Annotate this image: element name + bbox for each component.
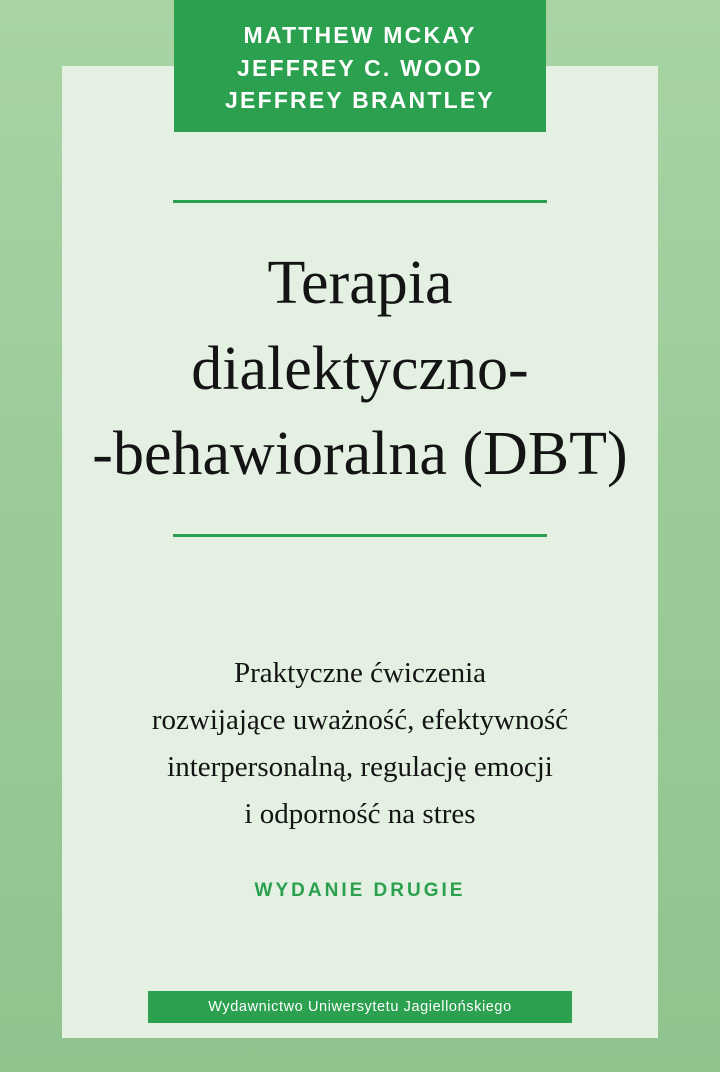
author-name-2: JEFFREY C. WOOD <box>237 54 483 81</box>
title-rule-bottom <box>173 534 547 537</box>
subtitle <box>95 650 625 838</box>
title-line-3: -behawioralna (DBT) <box>92 420 628 489</box>
title-rule-top <box>173 200 547 203</box>
subtitle-line-3: interpersonalną, regulację emocji <box>167 750 553 783</box>
edition-label: WYDANIE DRUGIE <box>254 880 466 901</box>
author-name-3: JEFFREY BRANTLEY <box>225 87 495 114</box>
title-line-2: dialektyczno- <box>191 334 529 403</box>
subtitle-line-4: i odporność na stres <box>244 797 476 830</box>
subtitle-line-1: Praktyczne ćwiczenia <box>234 657 486 689</box>
title-line-1: Terapia <box>267 249 453 317</box>
page-title <box>62 241 658 498</box>
publisher-name: Wydawnictwo Uniwersytetu Jagiellońskiego <box>208 999 512 1015</box>
authors-block <box>174 0 546 132</box>
subtitle-line-2: rozwijające uważność, efektywność <box>151 703 569 736</box>
publisher-bar <box>148 991 572 1023</box>
title-area <box>62 200 658 537</box>
author-name-1: MATTHEW MCKAY <box>243 22 477 49</box>
